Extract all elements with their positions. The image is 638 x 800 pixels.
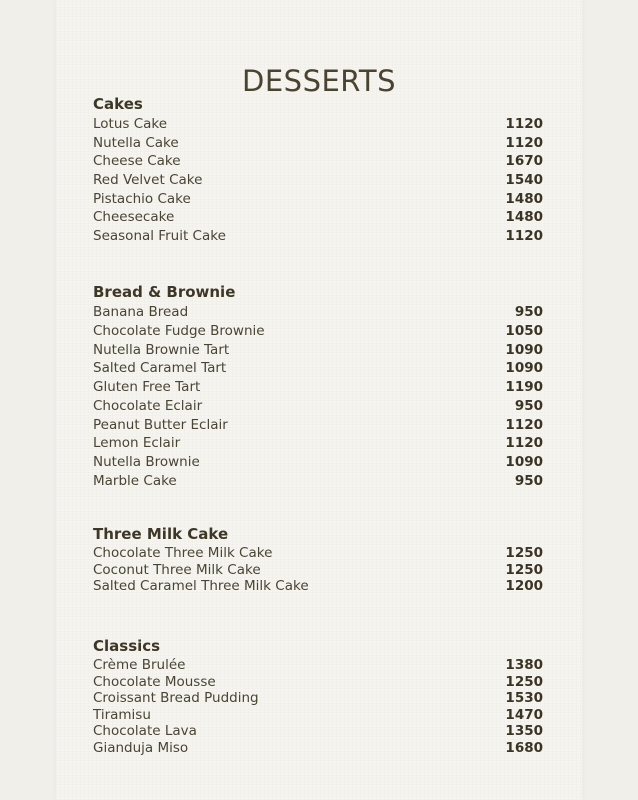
item-price: 950 [514, 472, 543, 489]
page-title: DESSERTS [242, 64, 396, 98]
item-price: 1190 [505, 379, 543, 395]
menu-item [93, 690, 543, 707]
item-price: 1090 [505, 341, 543, 358]
section-classics [93, 636, 543, 757]
menu-item [93, 434, 543, 453]
item-name: Chocolate Three Milk Cake [93, 545, 273, 561]
menu-item [93, 397, 543, 416]
item-name: Chocolate Eclair [93, 397, 203, 414]
menu-item [93, 657, 543, 674]
item-name: Cheese Cake [93, 153, 181, 170]
item-price: 1120 [505, 134, 543, 151]
item-name: Lotus Cake [93, 116, 168, 132]
item-price: 1380 [505, 657, 543, 673]
item-name: Nutella Brownie [93, 454, 200, 470]
section-heading: Classics [93, 637, 161, 655]
menu-item [93, 134, 543, 153]
item-name: Pistachio Cake [93, 190, 191, 207]
menu-item [93, 674, 543, 691]
item-price: 1120 [505, 416, 543, 433]
item-name: Chocolate Fudge Brownie [93, 322, 265, 339]
item-name: Tiramisu [93, 706, 151, 723]
item-name: Crème Brulée [93, 657, 186, 673]
item-price: 1090 [505, 360, 543, 377]
menu-item [93, 152, 543, 171]
menu-item [93, 359, 543, 378]
item-name: Coconut Three Milk Cake [93, 561, 261, 578]
item-name: Banana Bread [93, 304, 189, 320]
menu-item [93, 303, 543, 322]
item-price: 1530 [505, 690, 543, 707]
item-name: Gianduja Miso [93, 739, 189, 756]
item-price: 1050 [505, 322, 543, 339]
menu-item [93, 453, 543, 472]
item-price: 950 [514, 397, 543, 414]
item-price: 1120 [505, 435, 543, 452]
menu-item [93, 545, 543, 562]
item-price: 1680 [505, 739, 543, 756]
item-name: Gluten Free Tart [93, 379, 201, 395]
section-three-milk-cake [93, 524, 543, 595]
menu-item [93, 322, 543, 341]
item-name: Salted Caramel Three Milk Cake [93, 578, 309, 594]
item-name: Chocolate Lava [93, 723, 197, 740]
menu-item [93, 341, 543, 360]
item-name: Peanut Butter Eclair [93, 416, 228, 433]
item-price: 1540 [505, 172, 543, 189]
item-price: 1250 [505, 545, 543, 561]
item-name: Lemon Eclair [93, 435, 181, 452]
item-name: Cheesecake [93, 209, 175, 226]
menu-item [93, 227, 543, 246]
item-price: 1250 [505, 673, 543, 690]
menu-item [93, 472, 543, 491]
section-heading: Three Milk Cake [93, 525, 229, 543]
item-price: 1200 [505, 578, 543, 594]
item-price: 1090 [505, 454, 543, 470]
menu-item [93, 723, 543, 740]
menu-item [93, 416, 543, 435]
menu-item [93, 208, 543, 227]
item-price: 1350 [505, 723, 543, 740]
item-name: Seasonal Fruit Cake [93, 228, 226, 245]
menu-item [93, 578, 543, 595]
section-heading: Cakes [93, 95, 143, 113]
menu-item [93, 171, 543, 190]
item-name: Chocolate Mousse [93, 673, 216, 690]
item-name: Red Velvet Cake [93, 172, 203, 189]
menu-item [93, 740, 543, 757]
item-price: 1480 [505, 209, 543, 226]
item-price: 1120 [505, 228, 543, 245]
menu-item [93, 707, 543, 724]
item-name: Nutella Cake [93, 134, 179, 151]
item-name: Nutella Brownie Tart [93, 341, 230, 358]
item-name: Marble Cake [93, 472, 177, 489]
item-price: 1120 [505, 116, 543, 132]
menu-item [93, 562, 543, 579]
item-price: 1670 [505, 153, 543, 170]
item-price: 1480 [505, 190, 543, 207]
item-name: Salted Caramel Tart [93, 360, 227, 377]
menu-item [93, 115, 543, 134]
item-name: Croissant Bread Pudding [93, 690, 259, 707]
menu-item [93, 378, 543, 397]
section-heading: Bread & Brownie [93, 283, 236, 301]
section-cakes [93, 94, 543, 246]
item-price: 1470 [505, 706, 543, 723]
section-bread-brownie [93, 282, 543, 491]
menu-item [93, 190, 543, 209]
item-price: 1250 [505, 561, 543, 578]
item-price: 950 [514, 304, 543, 320]
